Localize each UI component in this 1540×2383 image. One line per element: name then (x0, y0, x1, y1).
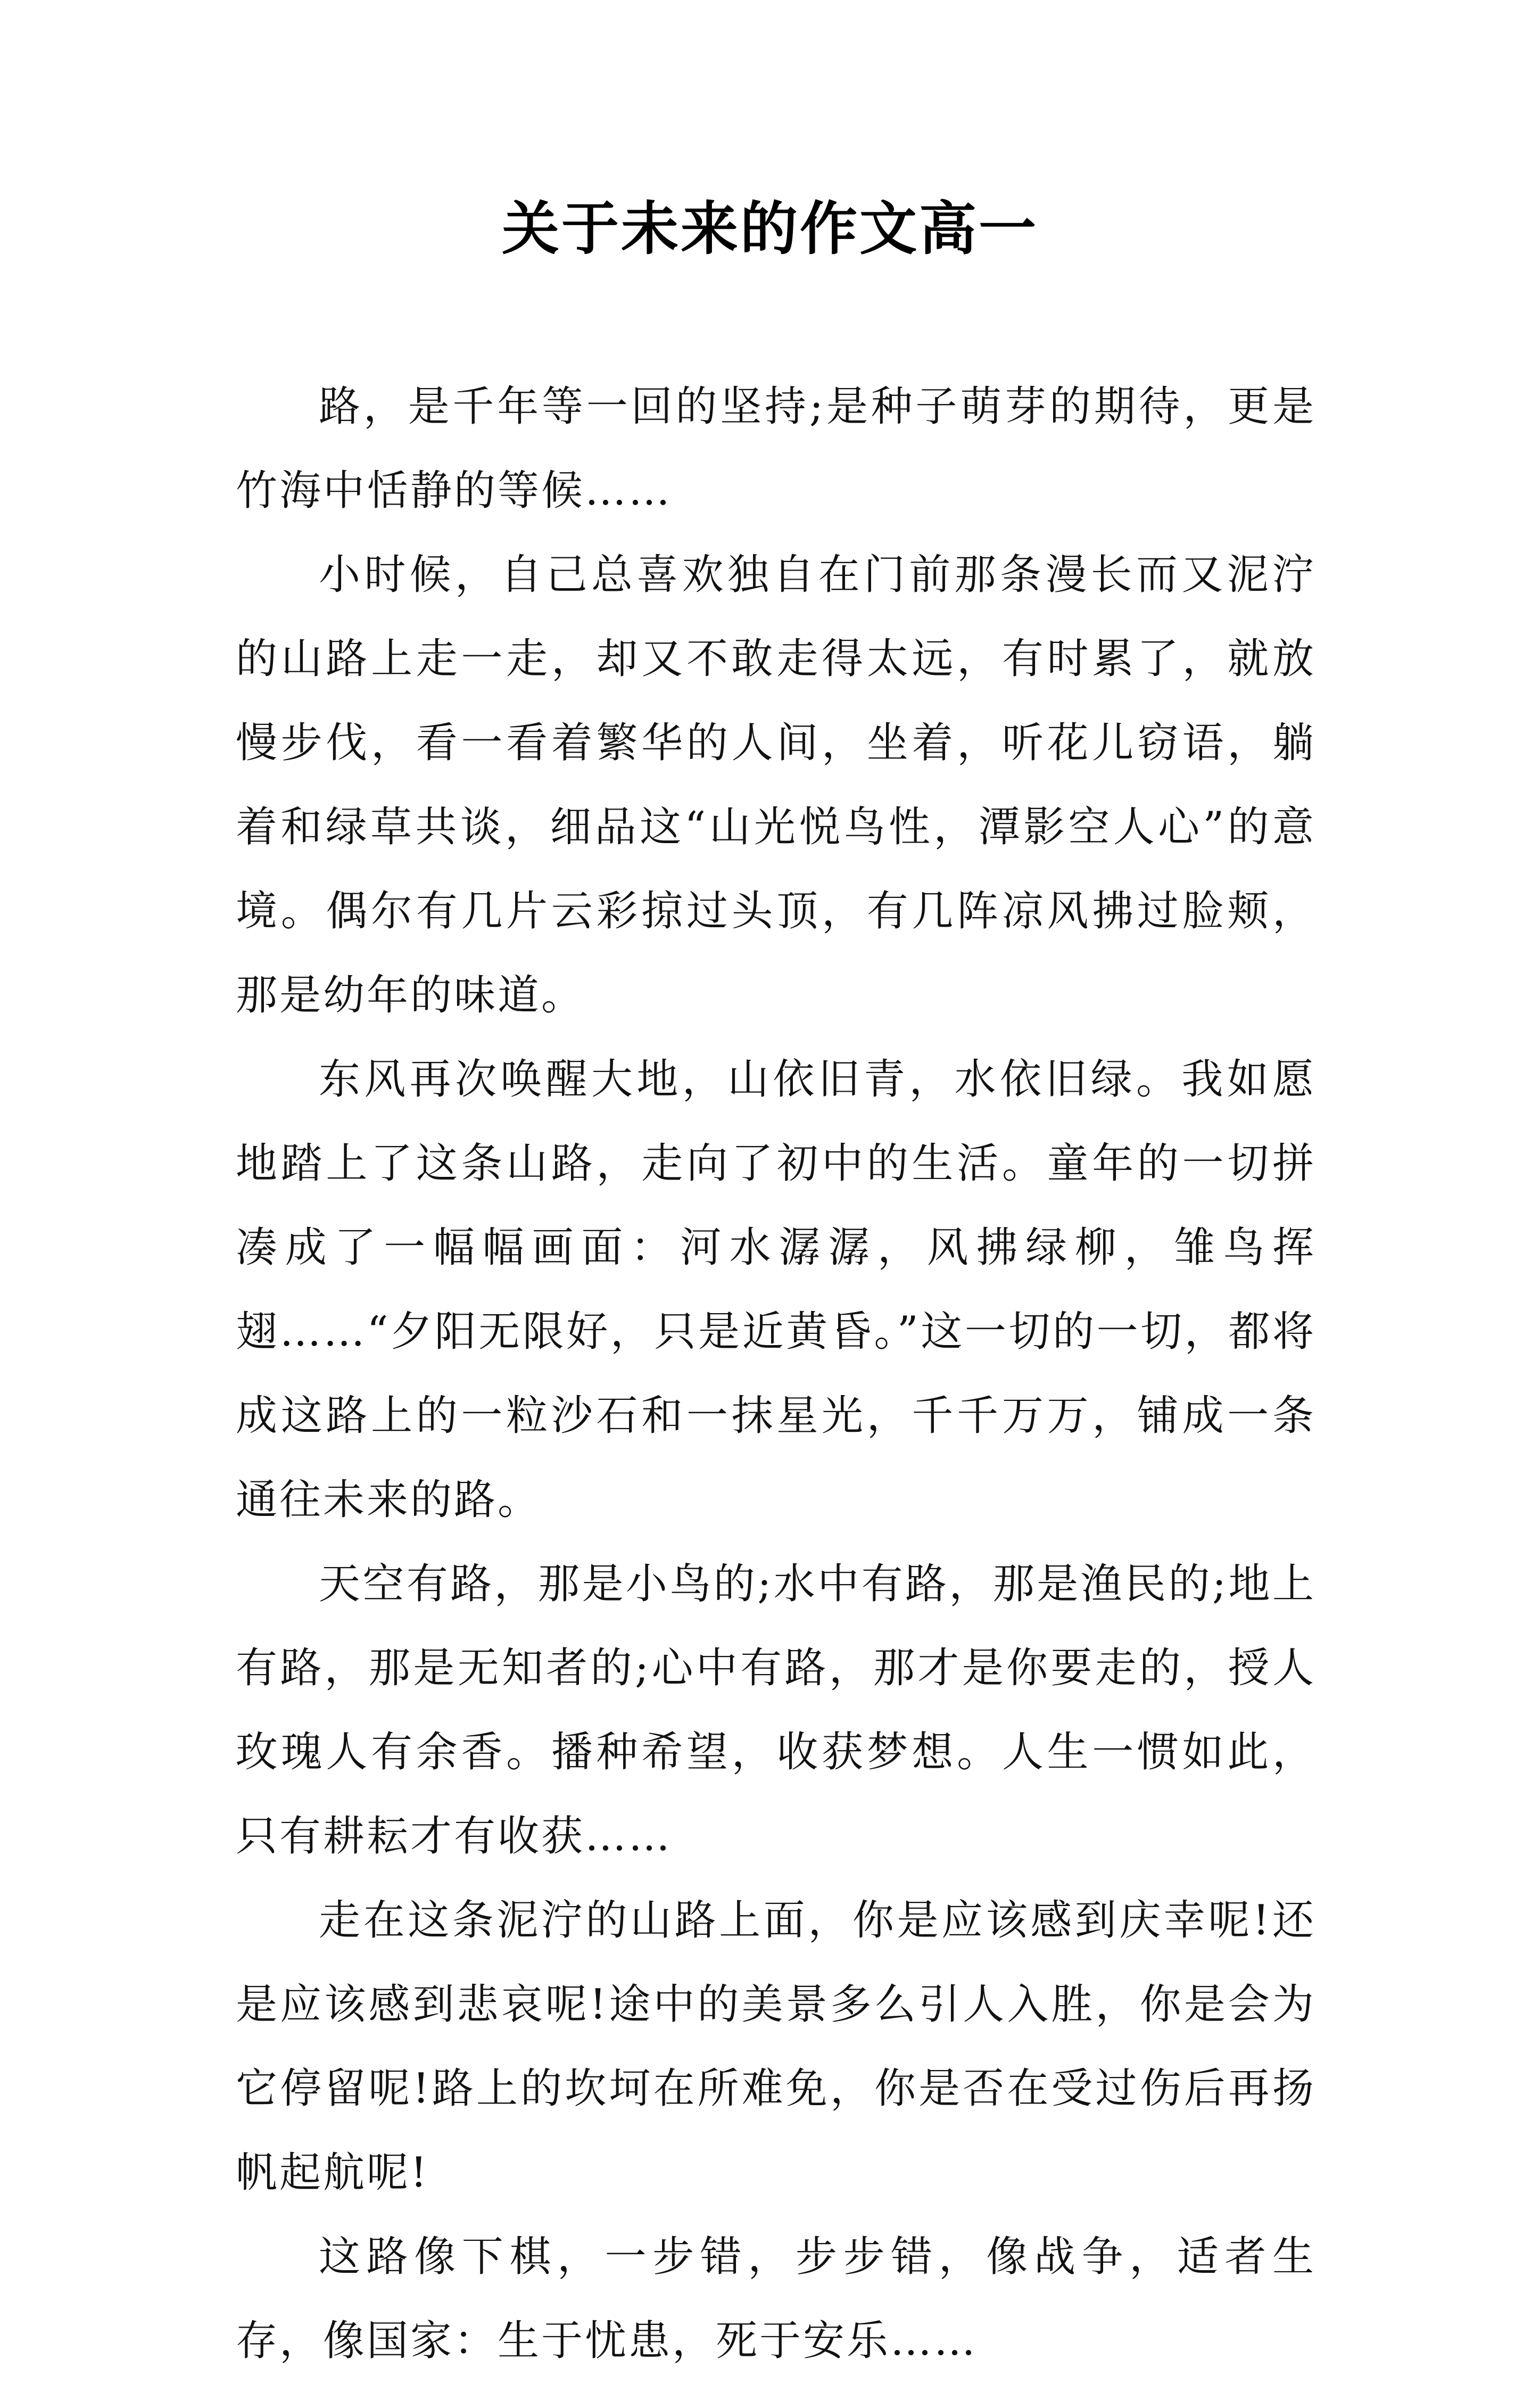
paragraph: 这路像下棋，一步错，步步错，像战争，适者生存，像国家：生于忧患，死于安乐…… (236, 2233, 1316, 2365)
paragraph: 东风再次唤醒大地，山依旧青，水依旧绿。我如愿地踏上了这条山路，走向了初中的生活。童年的一切拼凑成了一幅幅画面：河水潺潺，风拂绿柳，雏鸟挥翅……“夕阳无限好，只是近黄昏。”这一切的一切，都将成这路上的一粒沙石和一抹星光，千千万万，铺成一条通往未来的路。 (236, 1056, 1316, 1524)
document-body (236, 365, 1316, 2383)
paragraph: 小时候，自己总喜欢独自在门前那条漫长而又泥泞的山路上走一走，却又不敢走得太远，有时累了，就放慢步伐，看一看着繁华的人间，坐着，听花儿窃语，躺着和绿草共谈，细品这“山光悦鸟性，潭影空人心”的意境。偶尔有几片云彩掠过头顶，有几阵凉风拂过脸颊，那是幼年的味道。 (236, 551, 1316, 1019)
paragraph: 天空有路，那是小鸟的;水中有路，那是渔民的;地上有路，那是无知者的;心中有路，那才是你要走的，授人玫瑰人有余香。播种希望，收获梦想。人生一惯如此，只有耕耘才有收获…… (236, 1560, 1316, 1860)
paragraph: 路，是千年等一回的坚持;是种子萌芽的期待，更是竹海中恬静的等候…… (236, 383, 1316, 515)
document-title: 关于未来的作文高一 (501, 195, 1038, 262)
paragraph: 走在这条泥泞的山路上面，你是应该感到庆幸呢!还是应该感到悲哀呢!途中的美景多么引人入胜，你是会为它停留呢!路上的坎坷在所难免，你是否在受过伤后再扬帆起航呢! (236, 1896, 1316, 2197)
